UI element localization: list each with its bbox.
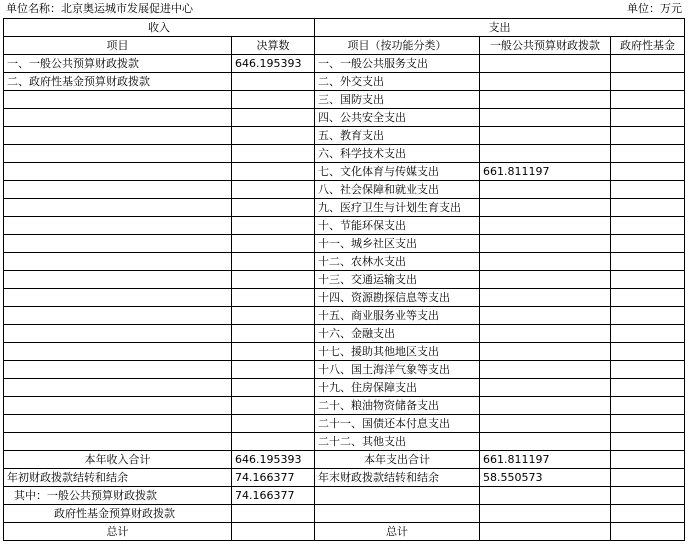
empty-cell xyxy=(232,505,315,523)
expense-item-general xyxy=(480,217,611,235)
expense-general-header: 一般公共预算财政拨款 xyxy=(480,37,611,55)
expense-item-fund xyxy=(611,253,685,271)
expense-item-general xyxy=(480,433,611,451)
of-which-general-label: 其中：一般公共预算财政拨款 xyxy=(4,487,232,505)
of-which-general-row xyxy=(4,487,685,505)
income-item-value xyxy=(232,199,315,217)
expense-item-label: 十二、农林水支出 xyxy=(315,253,480,271)
expense-item-label: 八、社会保障和就业支出 xyxy=(315,181,480,199)
of-which-general-value: 74.166377 xyxy=(232,487,315,505)
expense-item-fund xyxy=(611,181,685,199)
income-item-value xyxy=(232,127,315,145)
expense-item-general xyxy=(480,343,611,361)
income-item-value xyxy=(232,397,315,415)
income-item-value: 646.195393 xyxy=(232,55,315,73)
expense-total-value: 661.811197 xyxy=(480,451,611,469)
income-item-label xyxy=(4,217,232,235)
expense-item-label: 十五、商业服务业等支出 xyxy=(315,307,480,325)
expense-item-fund xyxy=(611,289,685,307)
income-item-label: 一、一般公共预算财政拨款 xyxy=(4,55,232,73)
income-item-label xyxy=(4,199,232,217)
expense-item-fund xyxy=(611,235,685,253)
expense-item-general xyxy=(480,397,611,415)
expense-item-label: 十六、金融支出 xyxy=(315,325,480,343)
income-item-value xyxy=(232,343,315,361)
income-item-header: 项目 xyxy=(4,37,232,55)
expense-item-label: 十三、交通运输支出 xyxy=(315,271,480,289)
income-item-value xyxy=(232,181,315,199)
empty-cell xyxy=(611,505,685,523)
grand-total-income-label: 总计 xyxy=(4,523,232,541)
grand-total-expense-label: 总计 xyxy=(315,523,480,541)
income-item-label xyxy=(4,145,232,163)
expense-item-fund xyxy=(611,217,685,235)
empty-cell xyxy=(480,505,611,523)
expense-item-fund xyxy=(611,73,685,91)
column-header-row xyxy=(4,37,685,55)
income-amount-header: 决算数 xyxy=(232,37,315,55)
table-row xyxy=(4,73,685,91)
expense-section-header: 支出 xyxy=(315,19,685,37)
expense-item-label: 二十、粮油物资储备支出 xyxy=(315,397,480,415)
grand-total-expense-value xyxy=(480,523,611,541)
expense-item-general xyxy=(480,55,611,73)
table-row xyxy=(4,307,685,325)
income-item-value xyxy=(232,289,315,307)
income-item-label xyxy=(4,289,232,307)
income-item-label xyxy=(4,379,232,397)
grand-total-income-value xyxy=(232,523,315,541)
table-row xyxy=(4,127,685,145)
table-row xyxy=(4,55,685,73)
income-item-label xyxy=(4,91,232,109)
income-item-value xyxy=(232,379,315,397)
expense-item-fund xyxy=(611,415,685,433)
of-which-fund-label: 政府性基金预算财政拨款 xyxy=(4,505,232,523)
expense-item-general xyxy=(480,271,611,289)
section-header-row xyxy=(4,19,685,37)
expense-item-general xyxy=(480,181,611,199)
income-item-value xyxy=(232,415,315,433)
grand-total-row xyxy=(4,523,685,541)
empty-cell xyxy=(480,487,611,505)
income-item-label xyxy=(4,235,232,253)
expense-fund-header: 政府性基金 xyxy=(611,37,685,55)
expense-item-fund xyxy=(611,163,685,181)
income-item-value xyxy=(232,91,315,109)
expense-item-label: 二十一、国债还本付息支出 xyxy=(315,415,480,433)
income-item-label xyxy=(4,343,232,361)
income-item-value xyxy=(232,145,315,163)
expense-item-header: 项目（按功能分类） xyxy=(315,37,480,55)
expense-item-label: 一、一般公共服务支出 xyxy=(315,55,480,73)
table-row xyxy=(4,91,685,109)
table-row xyxy=(4,145,685,163)
table-row xyxy=(4,325,685,343)
expense-item-label: 十七、援助其他地区支出 xyxy=(315,343,480,361)
expense-item-fund xyxy=(611,271,685,289)
of-which-fund-row xyxy=(4,505,685,523)
unit-name: 单位名称：北京奥运城市发展促进中心 xyxy=(6,2,193,15)
expense-total-fund xyxy=(611,451,685,469)
expense-item-label: 十九、住房保障支出 xyxy=(315,379,480,397)
totals-row xyxy=(4,451,685,469)
expense-item-general xyxy=(480,235,611,253)
income-item-label xyxy=(4,163,232,181)
table-row xyxy=(4,343,685,361)
expense-item-fund xyxy=(611,379,685,397)
expense-item-label: 三、国防支出 xyxy=(315,91,480,109)
table-row xyxy=(4,163,685,181)
unit-measure: 单位：万元 xyxy=(627,2,682,15)
income-item-value xyxy=(232,235,315,253)
expense-item-fund xyxy=(611,145,685,163)
empty-cell xyxy=(315,487,480,505)
empty-cell xyxy=(315,505,480,523)
table-row xyxy=(4,181,685,199)
income-item-label xyxy=(4,433,232,451)
expense-item-label: 九、医疗卫生与计划生育支出 xyxy=(315,199,480,217)
income-item-value xyxy=(232,433,315,451)
expense-item-fund xyxy=(611,127,685,145)
expense-item-general xyxy=(480,415,611,433)
income-item-value xyxy=(232,73,315,91)
expense-item-label: 四、公共安全支出 xyxy=(315,109,480,127)
carry-in-label: 年初财政拨款结转和结余 xyxy=(4,469,232,487)
expense-item-fund xyxy=(611,433,685,451)
expense-item-general xyxy=(480,145,611,163)
income-item-label xyxy=(4,307,232,325)
income-item-value xyxy=(232,271,315,289)
expense-item-label: 十四、资源勘探信息等支出 xyxy=(315,289,480,307)
carry-out-fund xyxy=(611,469,685,487)
table-row xyxy=(4,379,685,397)
budget-table xyxy=(3,18,685,541)
expense-item-fund xyxy=(611,307,685,325)
expense-item-general xyxy=(480,127,611,145)
expense-item-fund xyxy=(611,109,685,127)
income-item-label xyxy=(4,397,232,415)
carry-row xyxy=(4,469,685,487)
table-row xyxy=(4,361,685,379)
table-row xyxy=(4,271,685,289)
table-row xyxy=(4,199,685,217)
expense-item-fund xyxy=(611,325,685,343)
income-section-header: 收入 xyxy=(4,19,315,37)
income-item-label xyxy=(4,127,232,145)
carry-out-label: 年末财政拨款结转和结余 xyxy=(315,469,480,487)
expense-item-label: 七、文化体育与传媒支出 xyxy=(315,163,480,181)
income-item-value xyxy=(232,163,315,181)
income-item-label xyxy=(4,109,232,127)
expense-item-fund xyxy=(611,361,685,379)
expense-item-fund xyxy=(611,55,685,73)
expense-item-label: 五、教育支出 xyxy=(315,127,480,145)
carry-out-value: 58.550573 xyxy=(480,469,611,487)
income-total-value: 646.195393 xyxy=(232,451,315,469)
expense-item-general xyxy=(480,379,611,397)
carry-in-value: 74.166377 xyxy=(232,469,315,487)
table-row xyxy=(4,217,685,235)
expense-item-label: 六、科学技术支出 xyxy=(315,145,480,163)
expense-item-general xyxy=(480,307,611,325)
expense-item-fund xyxy=(611,199,685,217)
income-item-value xyxy=(232,325,315,343)
table-row xyxy=(4,109,685,127)
income-item-value xyxy=(232,361,315,379)
income-item-label xyxy=(4,361,232,379)
income-item-label: 二、政府性基金预算财政拨款 xyxy=(4,73,232,91)
income-item-label xyxy=(4,325,232,343)
expense-item-general xyxy=(480,289,611,307)
income-item-label xyxy=(4,271,232,289)
table-row xyxy=(4,397,685,415)
expense-item-general xyxy=(480,91,611,109)
expense-item-label: 二、外交支出 xyxy=(315,73,480,91)
empty-cell xyxy=(611,487,685,505)
income-item-label xyxy=(4,253,232,271)
table-row xyxy=(4,433,685,451)
expense-item-fund xyxy=(611,91,685,109)
table-row xyxy=(4,253,685,271)
expense-item-label: 二十二、其他支出 xyxy=(315,433,480,451)
table-row xyxy=(4,235,685,253)
expense-item-general xyxy=(480,253,611,271)
income-item-value xyxy=(232,109,315,127)
income-item-value xyxy=(232,217,315,235)
expense-item-general xyxy=(480,361,611,379)
income-item-label xyxy=(4,415,232,433)
expense-total-label: 本年支出合计 xyxy=(315,451,480,469)
income-item-value xyxy=(232,253,315,271)
expense-item-label: 十八、国土海洋气象等支出 xyxy=(315,361,480,379)
expense-item-label: 十一、城乡社区支出 xyxy=(315,235,480,253)
table-row xyxy=(4,415,685,433)
expense-item-general xyxy=(480,325,611,343)
expense-item-general xyxy=(480,109,611,127)
expense-item-general xyxy=(480,73,611,91)
income-total-label: 本年收入合计 xyxy=(4,451,232,469)
income-item-value xyxy=(232,307,315,325)
income-item-label xyxy=(4,181,232,199)
expense-item-fund xyxy=(611,343,685,361)
expense-item-general: 661.811197 xyxy=(480,163,611,181)
grand-total-fund-value xyxy=(611,523,685,541)
expense-item-general xyxy=(480,199,611,217)
table-row xyxy=(4,289,685,307)
expense-item-fund xyxy=(611,397,685,415)
expense-item-label: 十、节能环保支出 xyxy=(315,217,480,235)
